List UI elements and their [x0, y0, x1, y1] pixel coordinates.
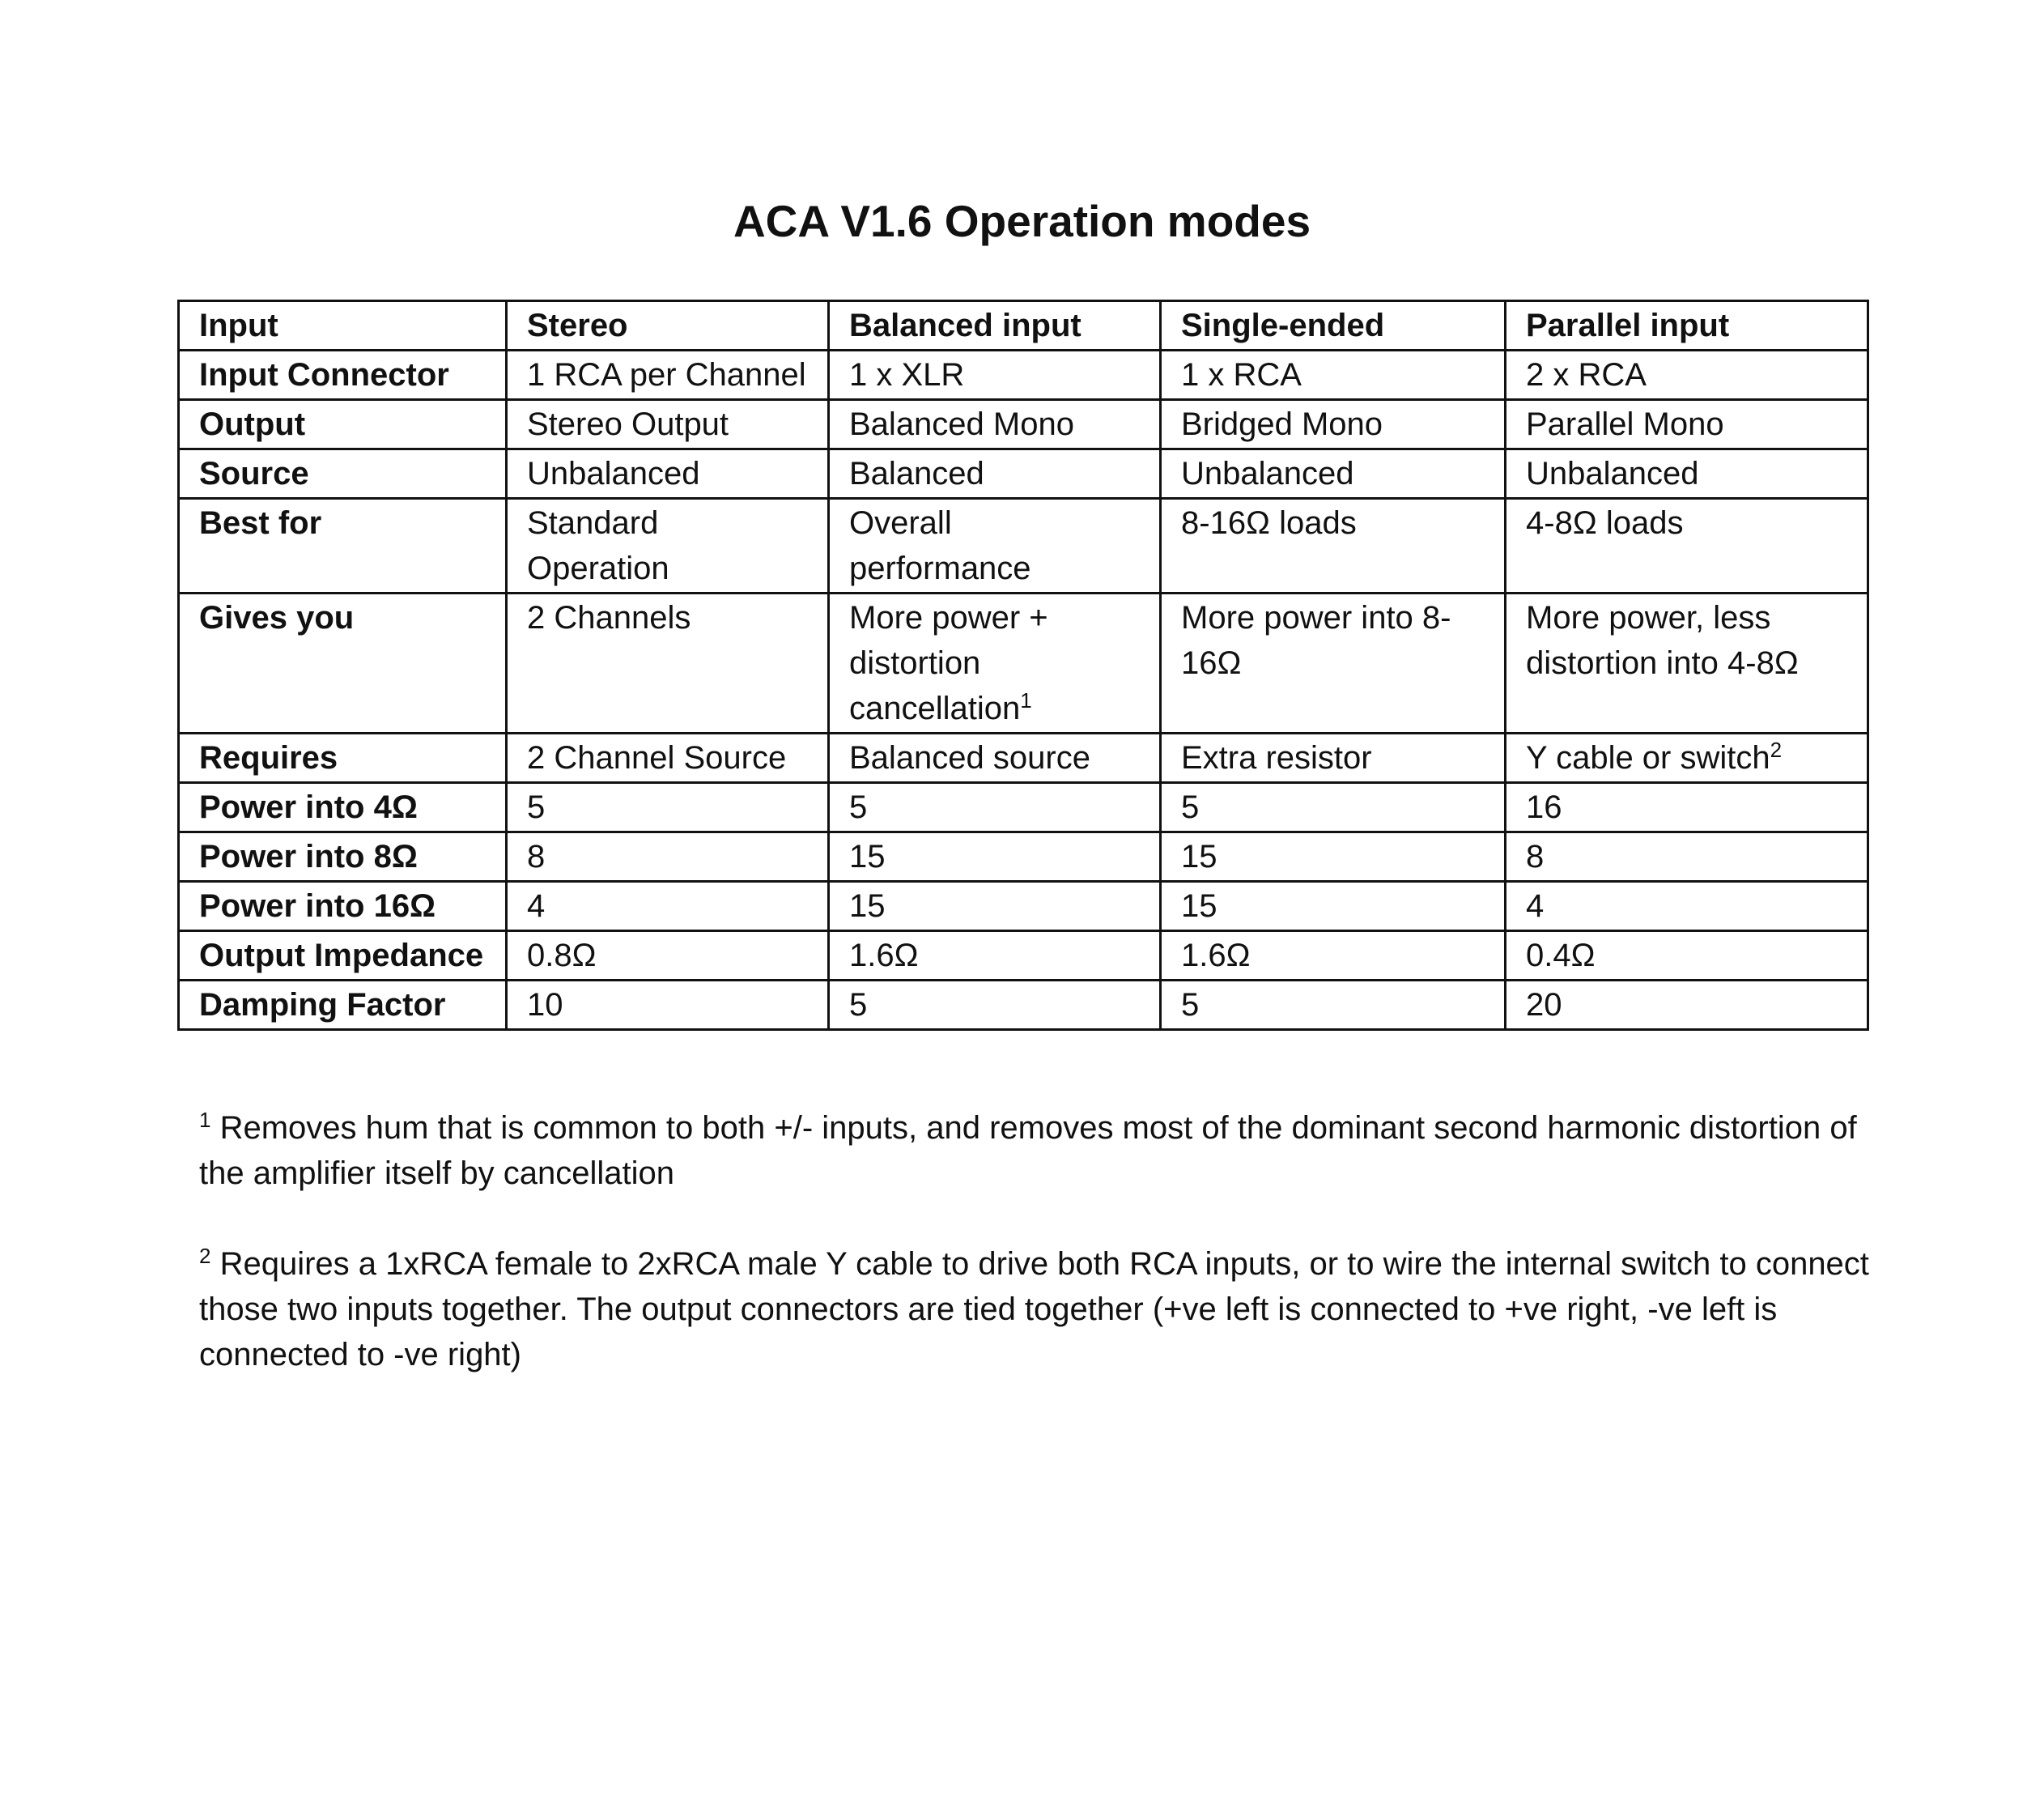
header-cell-input: Input	[179, 301, 507, 351]
operation-modes-table	[177, 300, 1869, 1031]
table-cell: 0.4Ω	[1506, 931, 1868, 981]
table-cell: Standard Operation	[507, 499, 829, 594]
row-label: Requires	[179, 734, 507, 783]
footnote-marker-1: 1	[1020, 688, 1032, 713]
row-label: Output Impedance	[179, 931, 507, 981]
row-label: Power into 8Ω	[179, 832, 507, 882]
table-cell: Balanced	[829, 449, 1161, 499]
table-cell: Unbalanced	[1161, 449, 1506, 499]
table-cell: 5	[1161, 783, 1506, 832]
row-label: Damping Factor	[179, 981, 507, 1030]
table-header-row	[179, 301, 1868, 351]
header-cell-stereo: Stereo	[507, 301, 829, 351]
table-cell: More power, less distortion into 4-8Ω	[1506, 594, 1868, 734]
table-cell: 1 RCA per Channel	[507, 351, 829, 400]
footnote-1-text: Removes hum that is common to both +/- inputs, and removes most of the dominant second harmonic distortion of the amplifier itself by cancellation	[199, 1110, 1857, 1191]
row-label: Gives you	[179, 594, 507, 734]
table-cell: Stereo Output	[507, 400, 829, 449]
table-row-requires	[179, 734, 1868, 783]
table-cell: 2 Channel Source	[507, 734, 829, 783]
table-cell: 1 x RCA	[1161, 351, 1506, 400]
table-cell: 15	[829, 832, 1161, 882]
table-cell: 4-8Ω loads	[1506, 499, 1868, 594]
header-cell-parallel-input: Parallel input	[1506, 301, 1868, 351]
table-cell: 8	[1506, 832, 1868, 882]
table-cell: 5	[1161, 981, 1506, 1030]
table-row-power-into-8	[179, 832, 1868, 882]
table-row-damping-factor	[179, 981, 1868, 1030]
table-cell: 8	[507, 832, 829, 882]
table-cell: 5	[829, 981, 1161, 1030]
table-cell: 4	[507, 882, 829, 931]
table-row-input-connector	[179, 351, 1868, 400]
table-cell: Unbalanced	[507, 449, 829, 499]
table-cell: 4	[1506, 882, 1868, 931]
table-cell: 15	[1161, 832, 1506, 882]
table-cell: Bridged Mono	[1161, 400, 1506, 449]
table-cell: 1.6Ω	[1161, 931, 1506, 981]
table-cell: 10	[507, 981, 829, 1030]
table-cell: 5	[507, 783, 829, 832]
footnote-marker-2: 2	[1770, 738, 1783, 762]
table-cell: 15	[829, 882, 1161, 931]
table-cell: 5	[829, 783, 1161, 832]
table-cell: Parallel Mono	[1506, 400, 1868, 449]
row-label: Power into 4Ω	[179, 783, 507, 832]
footnotes	[199, 1105, 1899, 1423]
table-cell: 2 Channels	[507, 594, 829, 734]
header-cell-balanced-input: Balanced input	[829, 301, 1161, 351]
table-cell: Balanced Mono	[829, 400, 1161, 449]
table-cell: 20	[1506, 981, 1868, 1030]
table-cell: Unbalanced	[1506, 449, 1868, 499]
footnote-1-marker: 1	[199, 1108, 211, 1132]
table-row-output	[179, 400, 1868, 449]
table-cell	[829, 594, 1161, 734]
row-label: Output	[179, 400, 507, 449]
table-cell: Overall performance	[829, 499, 1161, 594]
row-label: Best for	[179, 499, 507, 594]
table-cell: Extra resistor	[1161, 734, 1506, 783]
footnote-1	[199, 1105, 1899, 1196]
table-row-source	[179, 449, 1868, 499]
row-label: Power into 16Ω	[179, 882, 507, 931]
table-row-output-impedance	[179, 931, 1868, 981]
footnote-2-text: Requires a 1xRCA female to 2xRCA male Y cable to drive both RCA inputs, or to wire the internal switch to connect those two inputs together. The output connectors are tied together (+ve left is connected to +ve right, -ve left is connected to -ve right)	[199, 1246, 1869, 1372]
table-cell: 16	[1506, 783, 1868, 832]
table-cell: 1 x XLR	[829, 351, 1161, 400]
table-cell: 1.6Ω	[829, 931, 1161, 981]
footnote-2	[199, 1241, 1899, 1377]
table-cell: More power into 8-16Ω	[1161, 594, 1506, 734]
table-row-best-for	[179, 499, 1868, 594]
table-cell	[1506, 734, 1868, 783]
table-cell: 15	[1161, 882, 1506, 931]
footnote-2-marker: 2	[199, 1244, 211, 1268]
header-cell-single-ended: Single-ended	[1161, 301, 1506, 351]
table-row-power-into-4	[179, 783, 1868, 832]
cell-text: More power + distortion cancellation	[849, 600, 1048, 726]
table-cell: 0.8Ω	[507, 931, 829, 981]
cell-text: Y cable or switch	[1526, 740, 1770, 776]
table-row-gives-you	[179, 594, 1868, 734]
page-title: ACA V1.6 Operation modes	[733, 196, 1311, 246]
table-row-power-into-16	[179, 882, 1868, 931]
table-cell: 2 x RCA	[1506, 351, 1868, 400]
table-cell: Balanced source	[829, 734, 1161, 783]
table-cell: 8-16Ω loads	[1161, 499, 1506, 594]
row-label: Source	[179, 449, 507, 499]
row-label: Input Connector	[179, 351, 507, 400]
